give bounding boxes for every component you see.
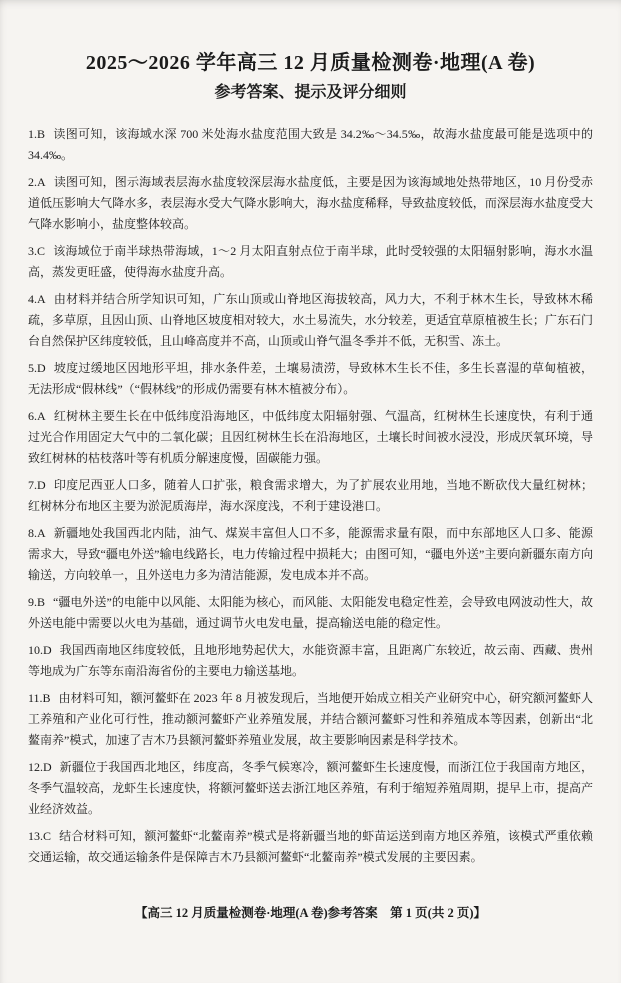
answer-number: 3.C bbox=[28, 244, 46, 258]
answer-text: 读图可知，图示海域表层海水盐度较深层海水盐度低，主要是因为该海域地处热带地区，10 月份受赤道低压影响大气降水多，表层海水受大气降水影响大，海水盐度稀释，导致盐度较低，而深层海水盐度受大气降水影响小，盐度整体较高。 bbox=[28, 175, 593, 231]
answer-item bbox=[28, 475, 593, 517]
page-subtitle: 参考答案、提示及评分细则 bbox=[214, 84, 407, 101]
answer-item bbox=[28, 640, 593, 682]
answer-text: 印度尼西亚人口多，随着人口扩张，粮食需求增大，为了扩展农业用地，当地不断砍伐大量红树林；红树林分布地区主要为淤泥质海岸，海水深度浅，不利于建设港口。 bbox=[28, 478, 593, 513]
answer-number: 7.D bbox=[28, 478, 46, 492]
answer-list bbox=[28, 124, 593, 868]
answer-text: 我国西南地区纬度较低，且地形地势起伏大，水能资源丰富，且距离广东较近，故云南、西藏、贵州等地成为广东等东南沿海省份的主要电力输送基地。 bbox=[28, 643, 593, 678]
answer-text: 读图可知，该海域水深 700 米处海水盐度范围大致是 34.2‰～34.5‰，故海水盐度最可能是选项中的 34.4‰。 bbox=[28, 127, 593, 162]
answer-number: 5.D bbox=[28, 361, 46, 375]
answer-text: 由材料可知，额河鳌虾在 2023 年 8 月被发现后，当地便开始成立相关产业研究中心，研究额河鳌虾人工养殖和产业化可行性，推动额河鳌虾产业养殖发展，并结合额河鳌虾习性和养殖成本等因素，创新出“北鳌南养”模式，加速了吉木乃县额河鳌虾养殖业发展，故主要影响因素是科学技术。 bbox=[28, 691, 593, 747]
answer-number: 6.A bbox=[28, 409, 46, 423]
answer-item bbox=[28, 406, 593, 469]
answer-text: 新疆位于我国西北地区，纬度高，冬季气候寒冷，额河鳌虾生长速度慢，而浙江位于我国南方地区，冬季气温较高，龙虾生长速度快，将额河鳌虾送去浙江地区养殖，有利于缩短养殖周期，提早上市，提高产业经济效益。 bbox=[28, 760, 593, 816]
answer-item bbox=[28, 124, 593, 166]
answer-item bbox=[28, 826, 593, 868]
answer-number: 13.C bbox=[28, 829, 52, 843]
answer-item bbox=[28, 592, 593, 634]
answer-text: 由材料并结合所学知识可知，广东山顶或山脊地区海拔较高，风力大，不利于林木生长，导致林木稀疏，多草原，且因山顶、山脊地区坡度相对较大，水土易流失，水分较差，更适宜草原植被生长；广东石门台自然保护区纬度较低，且山峰高度并不高，山顶或山脊气温冬季并不低，无积雪、冻土。 bbox=[28, 292, 593, 348]
answer-text: 坡度过缓地区因地形平坦，排水条件差，土壤易渍涝，导致林木生长不佳，多生长喜湿的草甸植被，无法形成“假林线”（“假林线”的形成仍需要有林木植被分布）。 bbox=[28, 361, 593, 396]
answer-number: 4.A bbox=[28, 292, 46, 306]
answer-item bbox=[28, 523, 593, 586]
answer-text: 红树林主要生长在中低纬度沿海地区，中低纬度太阳辐射强、气温高，红树林生长速度快，有利于通过光合作用固定大气中的二氧化碳；且因红树林生长在沿海地区，土壤长时间被水浸没，形成厌氧环境，导致红树林的枯枝落叶等有机质分解速度慢，固碳能力强。 bbox=[28, 409, 593, 465]
answer-number: 1.B bbox=[28, 127, 46, 141]
answer-number: 8.A bbox=[28, 526, 46, 540]
answer-number: 12.D bbox=[28, 760, 52, 774]
page-title: 2025～2026 学年高三 12 月质量检测卷·地理(A 卷) bbox=[85, 52, 536, 74]
answer-number: 9.B bbox=[28, 595, 46, 609]
answer-item bbox=[28, 757, 593, 820]
answer-number: 10.D bbox=[28, 643, 52, 657]
answer-item bbox=[28, 289, 593, 352]
answer-text: 结合材料可知，额河鳌虾“北鳌南养”模式是将新疆当地的虾苗运送到南方地区养殖，该模式严重依赖交通运输，故交通运输条件是保障吉木乃县额河鳌虾“北鳌南养”模式发展的主要因素。 bbox=[28, 829, 593, 864]
answer-item bbox=[28, 688, 593, 751]
answer-text: “疆电外送”的电能中以风能、太阳能为核心，而风能、太阳能发电稳定性差，会导致电网波动性大，故外送电能中需要以火电为基础，通过调节火电发电量，提高输送电能的稳定性。 bbox=[28, 595, 593, 630]
answer-item bbox=[28, 172, 593, 235]
answer-text: 新疆地处我国西北内陆，油气、煤炭丰富但人口不多，能源需求量有限，而中东部地区人口多、能源需求大，导致“疆电外送”输电线路长，电力传输过程中损耗大；由图可知，“疆电外送”主要向新疆东南方向输送，方向较单一，且外送电力多为清洁能源，发电成本并不高。 bbox=[28, 526, 593, 582]
page-footer: 【高三 12 月质量检测卷·地理(A 卷)参考答案 第 1 页(共 2 页)】 bbox=[134, 906, 487, 920]
answer-number: 11.B bbox=[28, 691, 51, 705]
answer-text: 该海域位于南半球热带海域，1～2 月太阳直射点位于南半球，此时受较强的太阳辐射影响，海水水温高，蒸发更旺盛，使得海水盐度升高。 bbox=[28, 244, 593, 279]
answer-item bbox=[28, 358, 593, 400]
answer-item bbox=[28, 241, 593, 283]
answer-number: 2.A bbox=[28, 175, 46, 189]
